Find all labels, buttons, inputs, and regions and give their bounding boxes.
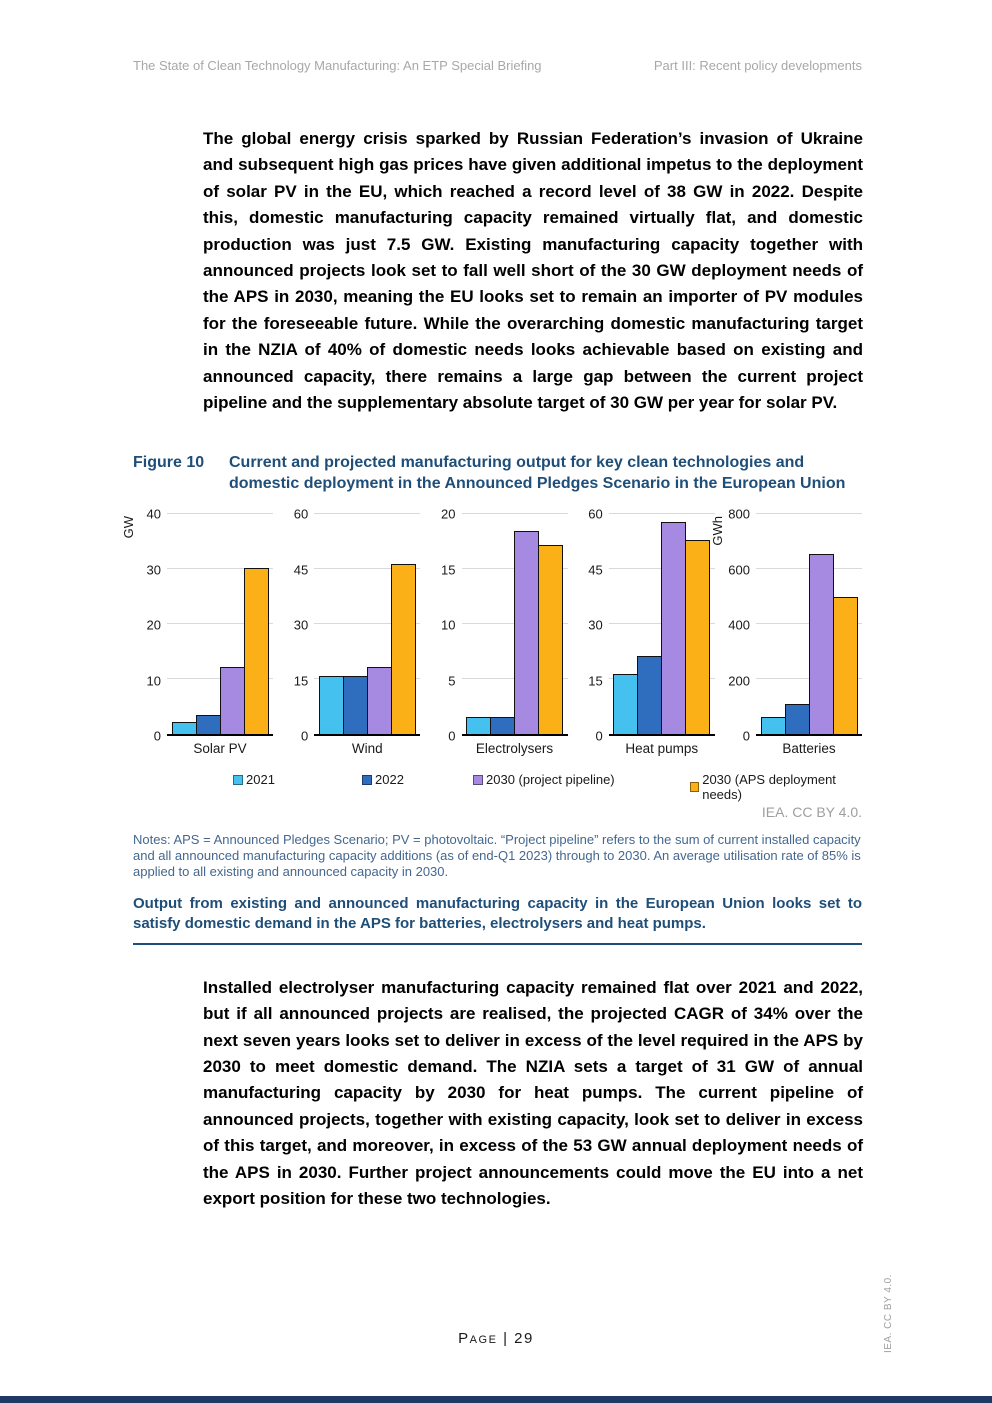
figure-callout: Output from existing and announced manufacturing capacity in the European Union looks set to satisfy domestic demand in the APS for batteries, electrolysers and heat pumps. — [133, 894, 862, 932]
plot-row — [575, 506, 715, 744]
legend-label: 2030 (project pipeline) — [486, 772, 615, 788]
bar-2030-project-pipeline — [220, 667, 245, 734]
legend-item-2021 — [233, 772, 275, 787]
bar-2021 — [761, 717, 786, 735]
y-axis-tick-label: 20 — [146, 617, 161, 633]
category-label: Electrolysers — [475, 741, 554, 757]
bar-2021 — [172, 722, 197, 735]
running-header-left: The State of Clean Technology Manufacturing: An ETP Special Briefing — [133, 58, 542, 73]
category-label: Batteries — [782, 741, 836, 757]
plot-area — [609, 514, 715, 736]
figure-title: Current and projected manufacturing output for key clean technologies and domestic deployment in the Announced Pledges Scenario in the European Union — [229, 454, 846, 493]
bar-2030-project-pipeline — [367, 667, 392, 735]
y-axis-tick-label: 600 — [728, 562, 750, 578]
y-axis-tick-label: 800 — [728, 506, 750, 522]
figure-label: Figure 10 — [133, 454, 205, 472]
y-axis-tick-label: 0 — [301, 728, 309, 744]
y-axis-tick-label: 0 — [153, 728, 161, 744]
y-axis-tick-label: 30 — [588, 617, 603, 633]
legend-swatch — [690, 782, 699, 792]
y-axis-tick-label: 60 — [588, 506, 603, 522]
running-header — [133, 0, 862, 73]
legend-label: 2022 — [375, 772, 404, 788]
plot-row — [280, 506, 420, 744]
chart-panel-batteries — [710, 506, 862, 757]
y-axis-tick-label: 0 — [742, 728, 750, 744]
y-axis-tick-label: 15 — [293, 673, 309, 689]
y-axis-tick-label: 30 — [146, 562, 161, 578]
side-license-note: IEA. CC BY 4.0. — [883, 1273, 894, 1353]
bar-2030-aps-deployment-needs — [244, 568, 269, 735]
plot-row — [428, 506, 568, 744]
bar-2021 — [319, 676, 344, 735]
body-paragraph-2: Installed electrolyser manufacturing capacity remained flat over 2021 and 2022, but if all announced projects are realised, the projected CAGR of 34% over the next seven years looks set to deliver in excess of the level required in the APS by 2030 to meet domestic demand. The NZIA sets a target of 31 GW of annual manufacturing capacity by 2030 for heat pumps. The current pipeline of announced projects, together with existing capacity, look set to deliver in excess of this target, and moreover, in excess of the 53 GW annual deployment needs of the APS in 2030. Further project announcements could move the EU into a net export position for these two technologies. — [203, 977, 863, 1209]
y-axis-tick-label: 20 — [441, 506, 456, 522]
y-axis-tick-label: 0 — [595, 728, 603, 744]
y-axis-tick-label: 10 — [441, 617, 456, 633]
plot-area — [167, 514, 273, 736]
figure-heading — [133, 452, 862, 494]
plot-row — [710, 506, 862, 744]
y-axis-unit-label: GW — [121, 516, 136, 539]
bar-2030-aps-deployment-needs — [685, 540, 710, 734]
running-header-right: Part III: Recent policy developments — [653, 58, 862, 73]
category-label: Wind — [351, 741, 383, 757]
bar-2022 — [785, 704, 810, 734]
category-label: Solar PV — [193, 741, 247, 757]
legend-swatch — [362, 775, 372, 785]
y-axis-tick-label: 15 — [441, 562, 456, 578]
bar-group — [609, 514, 715, 734]
legend-item-2022 — [362, 772, 404, 787]
y-axis-tick-label: 45 — [588, 562, 603, 578]
page-number: Page | 29 — [458, 1330, 534, 1347]
y-axis-tick-label: 5 — [448, 673, 456, 689]
chart-panel-solar-pv — [121, 506, 273, 757]
plot-area — [756, 514, 862, 736]
y-axis-tick-label: 200 — [728, 673, 750, 689]
y-axis-tick-label: 0 — [448, 728, 456, 744]
y-axis-unit-label: GWh — [710, 516, 725, 547]
bar-group — [756, 514, 862, 734]
y-axis-tick-label: 15 — [588, 673, 603, 689]
chart-panel-electrolysers — [428, 506, 568, 757]
bar-2022 — [490, 717, 515, 735]
figure-charts — [121, 506, 862, 757]
y-axis — [428, 506, 462, 744]
legend-label: 2021 — [246, 772, 275, 788]
bar-2030-aps-deployment-needs — [833, 597, 858, 735]
chart-panel-heat-pumps — [575, 506, 715, 757]
y-axis-tick-label: 10 — [146, 673, 161, 689]
body-paragraph-1: The global energy crisis sparked by Russian Federation’s invasion of Ukraine and subsequent high gas prices have given additional impetus to the deployment of solar PV in the EU, which reached a record level of 38 GW in 2022. Despite this, domestic manufacturing capacity remained virtually flat, and domestic production was just 7.5 GW. Existing manufacturing capacity together with announced projects look set to fall well short of the 30 GW deployment needs of the APS in 2030, meaning the EU looks set to remain an importer of PV modules for the foreseeable future. While the overarching domestic manufacturing target in the NZIA of 40% of domestic needs looks achievable based on existing and announced capacity, there remains a large gap between the current project pipeline and the supplementary absolute target of 30 GW per year for solar PV. — [203, 129, 863, 413]
bar-group — [314, 514, 420, 734]
legend-swatch — [233, 775, 243, 785]
legend-swatch — [473, 775, 483, 785]
y-axis-tick-label: 400 — [728, 617, 750, 633]
y-axis-tick-label: 60 — [293, 506, 309, 522]
bar-2030-project-pipeline — [514, 531, 539, 735]
bar-2021 — [466, 717, 491, 735]
bar-2030-aps-deployment-needs — [391, 564, 416, 735]
category-label: Heat pumps — [625, 741, 699, 757]
y-axis — [280, 506, 314, 744]
legend-item-2030-project-pipeline — [473, 772, 615, 787]
bar-2030-aps-deployment-needs — [538, 545, 563, 734]
y-axis — [710, 506, 756, 744]
chart-panel-wind — [280, 506, 420, 757]
chart-legend — [133, 772, 862, 803]
bar-2022 — [343, 676, 368, 735]
y-axis — [121, 506, 167, 744]
y-axis-tick-label: 30 — [293, 617, 309, 633]
bar-2022 — [637, 656, 662, 735]
bar-2030-project-pipeline — [809, 554, 834, 734]
plot-row — [121, 506, 273, 744]
figure-source: IEA. CC BY 4.0. — [761, 804, 862, 821]
y-axis — [575, 506, 609, 744]
bar-2022 — [196, 715, 221, 734]
bar-2021 — [613, 674, 638, 735]
legend-label: 2030 (APS deployment needs) — [702, 772, 836, 803]
plot-area — [314, 514, 420, 736]
bar-2030-project-pipeline — [661, 522, 686, 735]
bar-group — [167, 514, 273, 734]
y-axis-tick-label: 45 — [293, 562, 309, 578]
bottom-brand-bar — [0, 1396, 992, 1403]
plot-area — [462, 514, 568, 736]
bar-group — [462, 514, 568, 734]
legend-item-2030-aps-deployment-needs — [690, 772, 862, 802]
figure-notes: Notes: APS = Announced Pledges Scenario; PV = photovoltaic. “Project pipeline” refers to the sum of current installed capacity and all announced manufacturing capacity additions (as of end-Q1 2023) through to 2030. An average utilisation rate of 85% is applied to all existing and announced capacity in 2030. — [133, 832, 861, 880]
y-axis-tick-label: 40 — [146, 506, 161, 522]
figure-rule-divider — [133, 943, 862, 945]
